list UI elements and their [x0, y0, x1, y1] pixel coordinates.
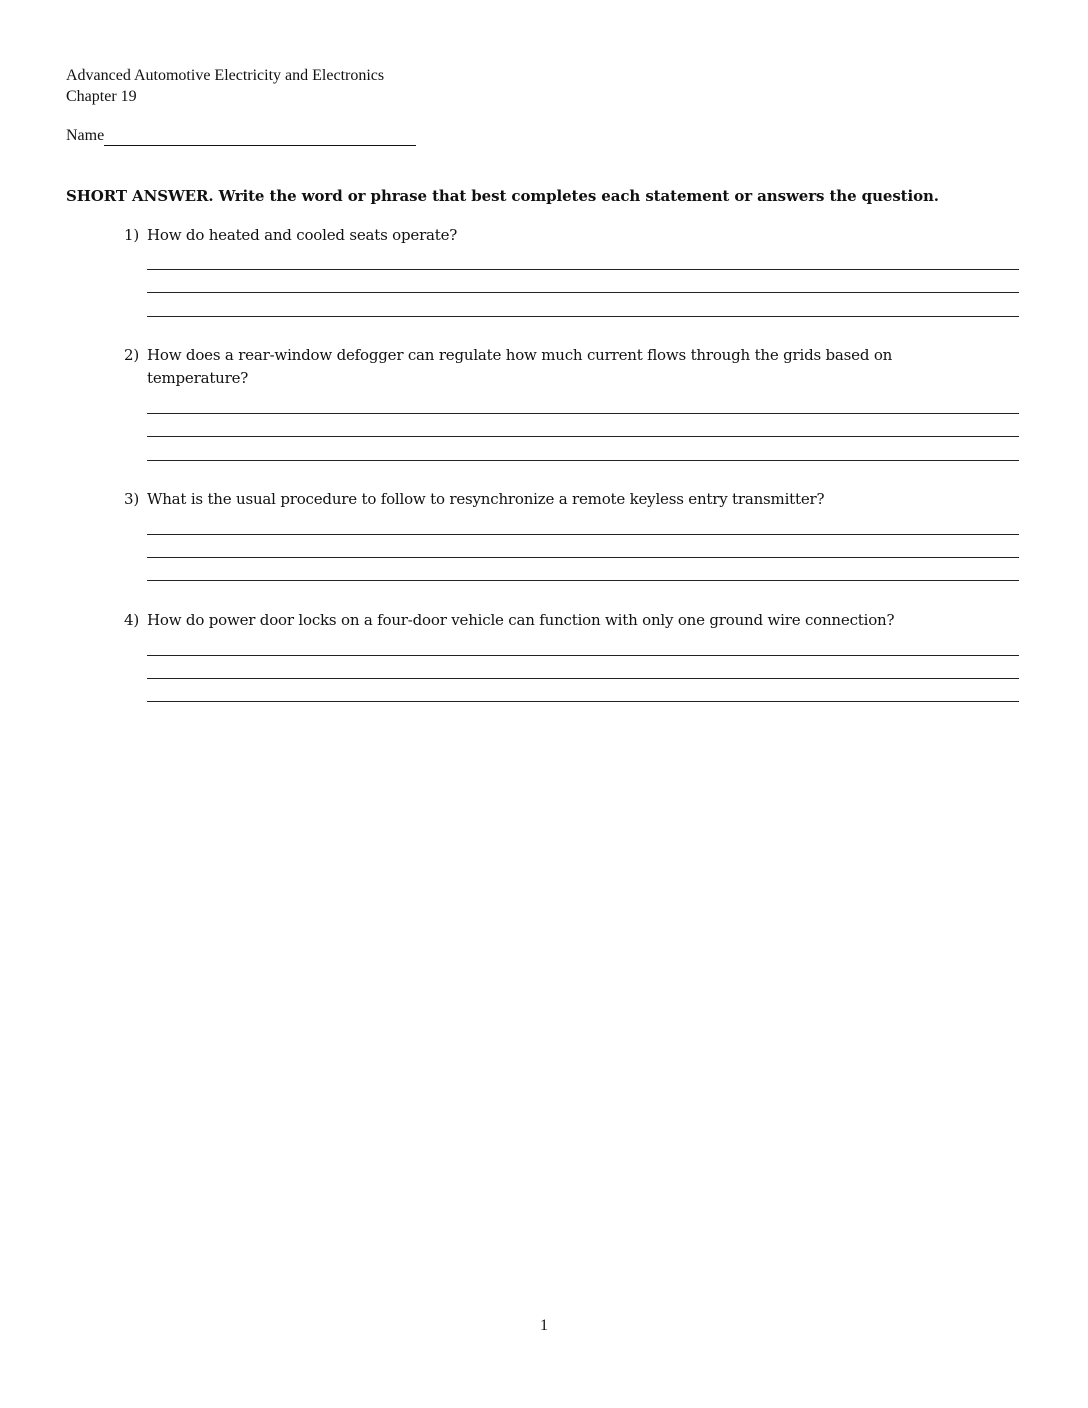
- question-text: How do power door locks on a four-door vehicle can function with only one ground wire connection?: [147, 611, 895, 629]
- question-4: [124, 609, 1020, 632]
- answer-line[interactable]: [147, 534, 1019, 535]
- name-label: Name: [66, 127, 105, 144]
- answer-line[interactable]: [147, 557, 1019, 558]
- answer-line[interactable]: [147, 678, 1019, 679]
- question-number: 4): [124, 611, 139, 629]
- answer-line[interactable]: [147, 701, 1019, 702]
- chapter-label: Chapter 19: [66, 88, 137, 105]
- question-text: What is the usual procedure to follow to resynchronize a remote keyless entry transmitter?: [147, 490, 825, 508]
- answer-line[interactable]: [147, 292, 1019, 293]
- section-instructions: SHORT ANSWER. Write the word or phrase that best completes each statement or answers the question.: [66, 187, 939, 205]
- course-title: Advanced Automotive Electricity and Electronics: [66, 67, 385, 84]
- question-number: 2): [124, 346, 139, 364]
- question-text: How does a rear-window defogger can regulate how much current flows through the grids based on temperature?: [147, 346, 893, 387]
- answer-line[interactable]: [147, 413, 1019, 414]
- answer-line[interactable]: [147, 269, 1019, 270]
- question-3: [124, 488, 1020, 511]
- answer-line[interactable]: [147, 655, 1019, 656]
- page-number: 1: [540, 1317, 548, 1334]
- question-1: [124, 224, 1020, 247]
- answer-line[interactable]: [147, 580, 1019, 581]
- question-number: 3): [124, 490, 139, 508]
- answer-line[interactable]: [147, 316, 1019, 317]
- answer-line[interactable]: [147, 460, 1019, 461]
- answer-line[interactable]: [147, 436, 1019, 437]
- question-number: 1): [124, 226, 139, 244]
- question-2: [124, 344, 1020, 390]
- name-row: [66, 124, 416, 146]
- question-text: How do heated and cooled seats operate?: [147, 226, 458, 244]
- name-field[interactable]: [104, 127, 416, 146]
